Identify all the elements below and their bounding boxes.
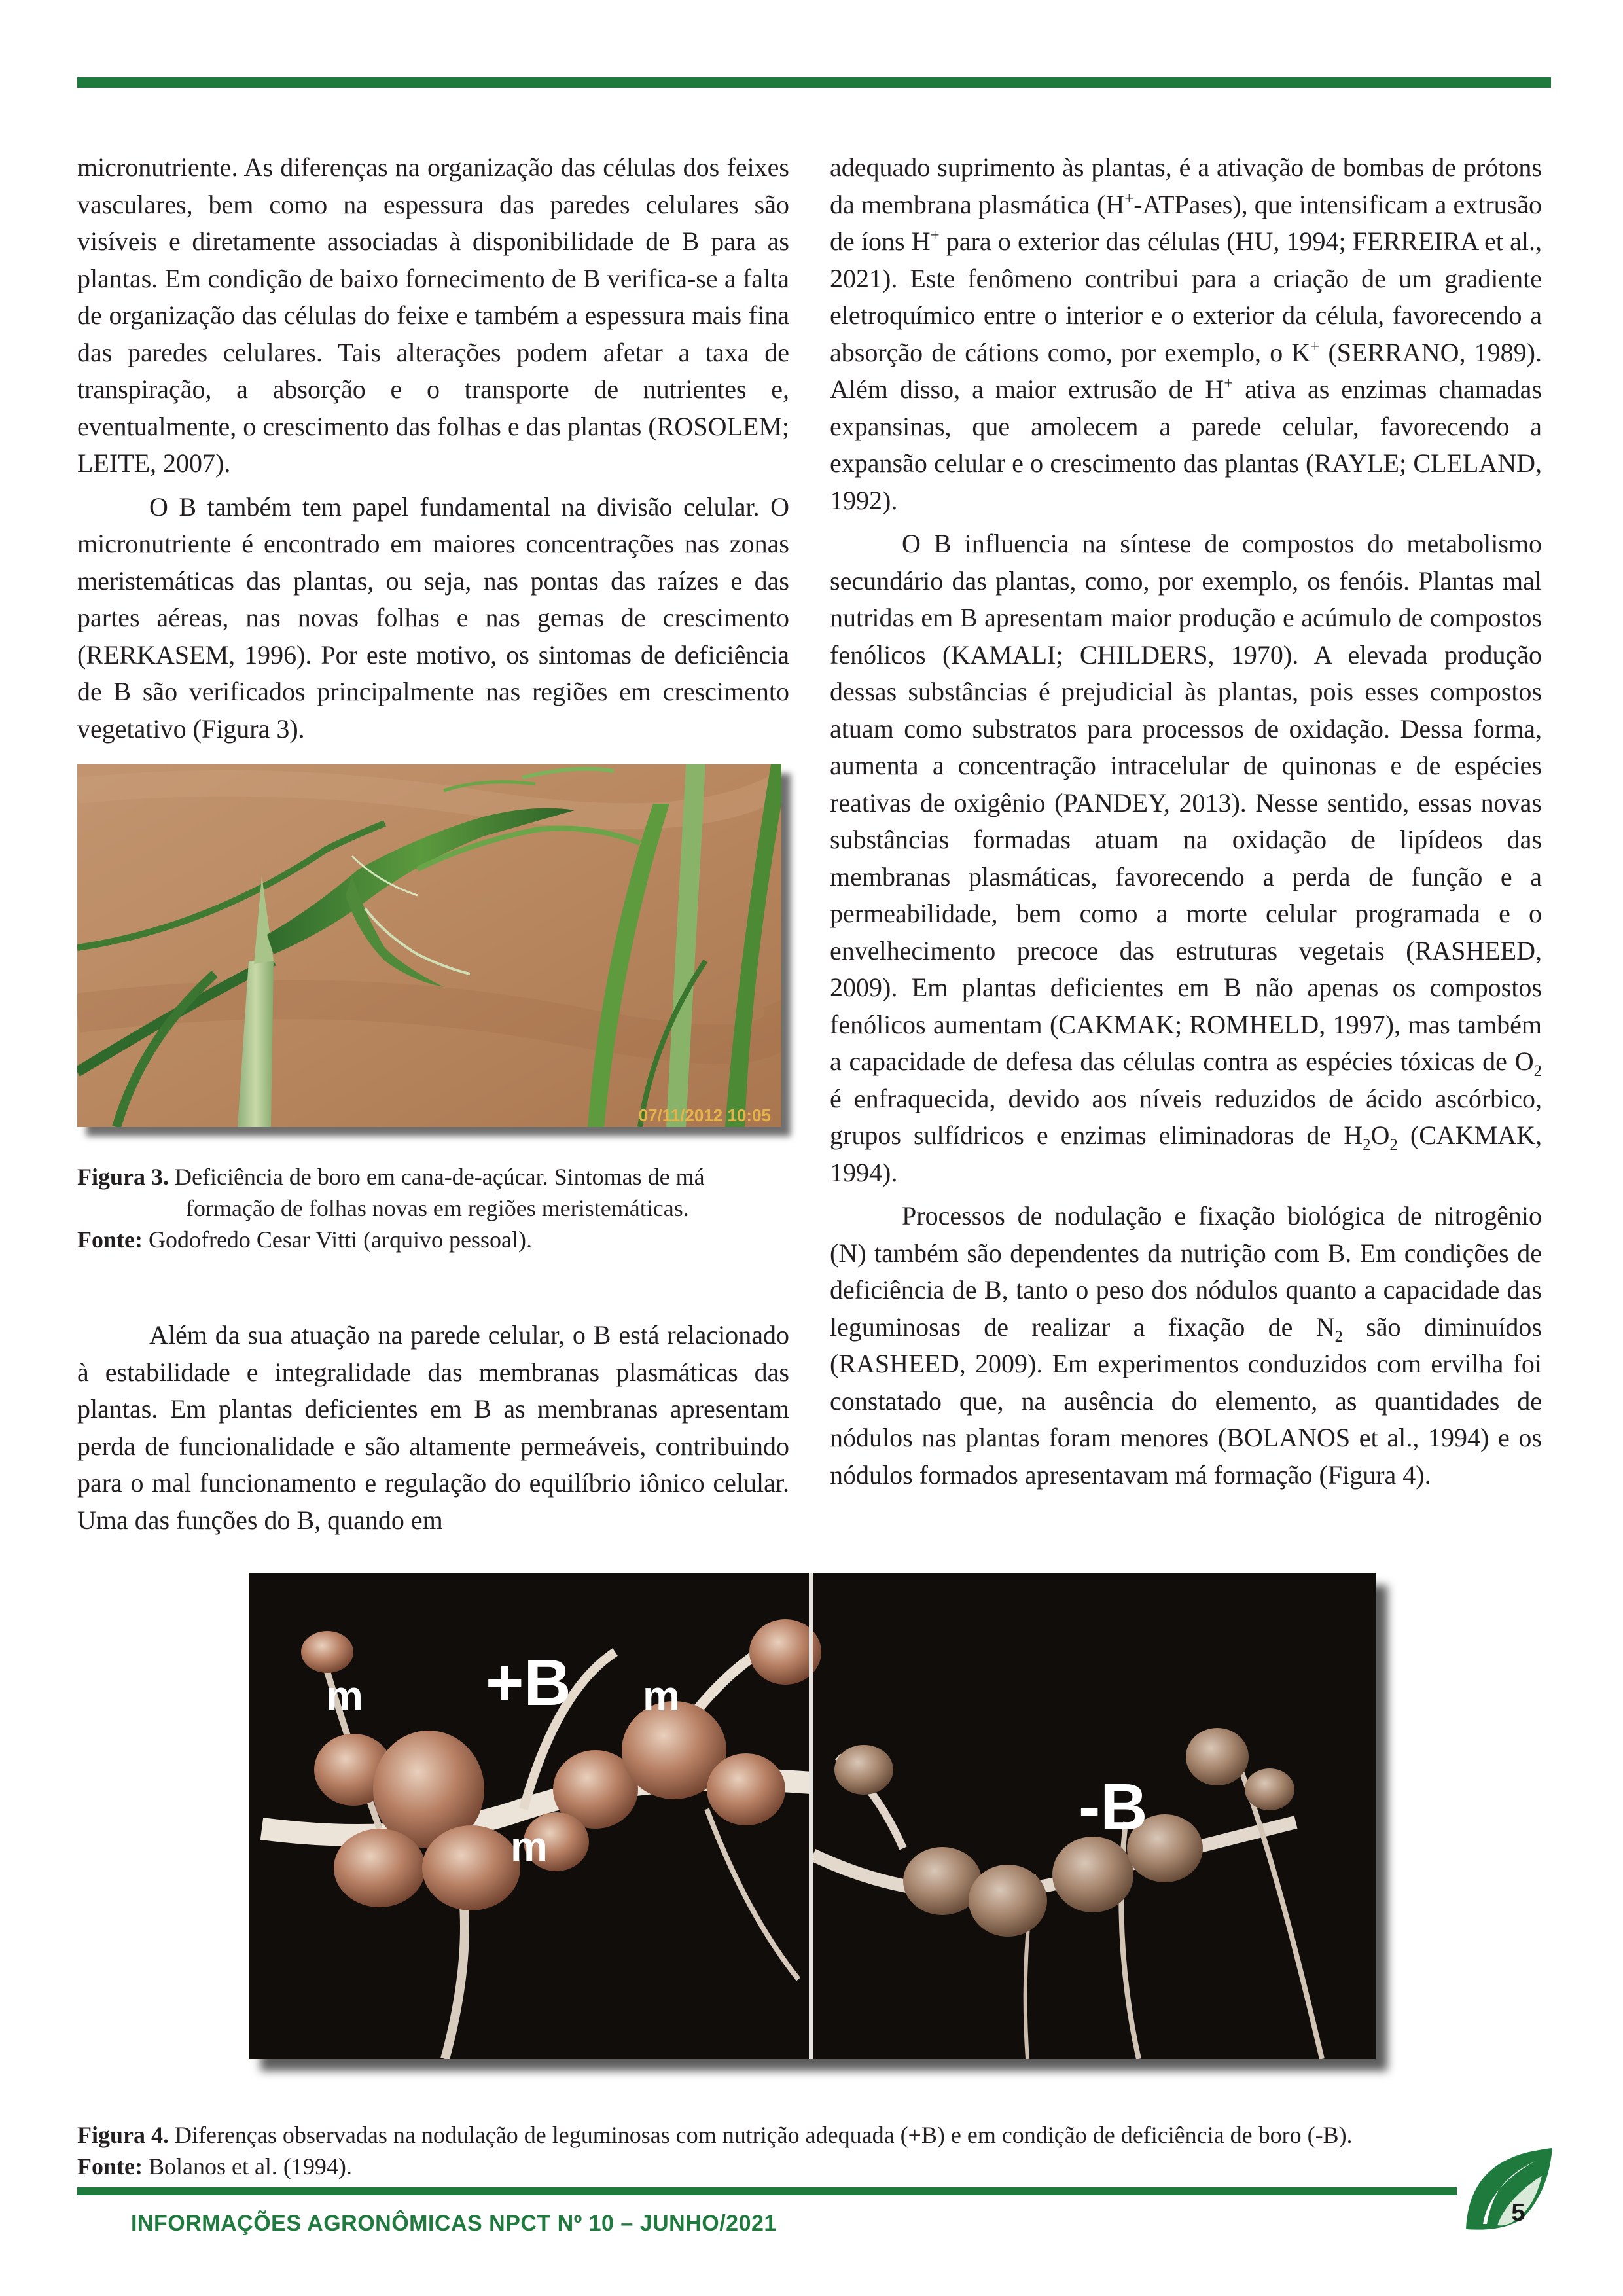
nodule-marker: m (643, 1672, 680, 1719)
nodule-marker: m (326, 1672, 363, 1719)
caption-text-line2: formação de folhas novas em regiões meristemáticas. (186, 1195, 689, 1221)
figure-4-caption (77, 2119, 1556, 2182)
figure-3 (77, 764, 791, 1136)
sugarcane-leaves-illustration (77, 764, 781, 1127)
figure-3-caption (77, 1161, 797, 1255)
source-text: Godofredo Cesar Vitti (arquivo pessoal). (142, 1227, 533, 1253)
header-rule (77, 77, 1551, 88)
source-text: Bolanos et al. (1994). (142, 2153, 352, 2179)
source-label: Fonte: (77, 1227, 143, 1253)
figure-4-photo (249, 1573, 1376, 2059)
paragraph: Além da sua atuação na parede celular, o B está relacionado à estabilidade e integralidade das membranas plasmáticas das plantas. Em plantas deficientes em B as membranas apresentam perda de funcionalidade e são altamente permeáveis, contribuindo para o mal funcionamento e regulação do equilíbrio iônico celular. Uma das funções do B, quando em (77, 1320, 789, 1535)
photo-timestamp: 07/11/2012 10:05 (638, 1105, 771, 1125)
left-column-bottom (77, 1317, 789, 1545)
caption-text: Deficiência de boro em cana-de-açúcar. Sintomas de má (169, 1164, 705, 1190)
caption-label: Figura 4. (77, 2122, 169, 2148)
figure-4 (249, 1573, 1387, 2071)
paragraph: O B também tem papel fundamental na divisão celular. O micronutriente é encontrado em maiores concentrações nas zonas meristemáticas das plantas, ou seja, nas pontas das raízes e das partes aéreas, nas novas folhas e nas gemas de crescimento (RERKASEM, 1996). Por este motivo, os sintomas de deficiência de B são verificados principalmente nas regiões em crescimento vegetativo (Figura 3). (77, 492, 789, 744)
panel-divider (809, 1573, 813, 2059)
figure-3-photo (77, 764, 781, 1127)
caption-text: Diferenças observadas na nodulação de leguminosas com nutrição adequada (+B) e em condição de deficiência de boro (-B). (169, 2122, 1353, 2148)
publication-title: INFORMAÇÕES AGRONÔMICAS NPCT Nº 10 – JUNHO/2021 (131, 2211, 777, 2236)
paragraph: micronutriente. As diferenças na organização das células dos feixes vasculares, bem como na espessura das paredes celulares são visíveis e diretamente associadas à disponibilidade de B para as plantas. Em condição de baixo fornecimento de B verifica-se a falta de organização das células do feixe e também a espessura mais fina das paredes celulares. Tais alterações podem afetar a taxa de transpiração, a absorção e o transporte de nutrientes e, eventualmente, o crescimento das folhas e das plantas (ROSOLEM; LEITE, 2007). (77, 152, 789, 478)
paragraph: adequado suprimento às plantas, é a ativação de bombas de prótons da membrana plasmática (H+-ATPases), que intensificam a extrusão de íons H+ para o exterior das células (HU, 1994; FERREIRA et al., 2021). Este fenômeno contribui para a criação de um gradiente eletroquímico entre o interior e o exterior da célula, favorecendo a absorção de cátions como, por exemplo, o K+ (SERRANO, 1989). Além disso, a maior extrusão de H+ ativa as enzimas chamadas expansinas, que amolecem a parede celular, favorecendo a expansão celular e o crescimento das plantas (RAYLE; CLELAND, 1992). (830, 152, 1543, 515)
left-column-top (77, 149, 789, 754)
label-minus-boron: -B (1079, 1770, 1148, 1844)
paragraph: O B influencia na síntese de compostos do metabolismo secundário das plantas, como, por exemplo, os fenóis. Plantas mal nutridas em B apresentam maior produção e acúmulo de compostos fenólicos (KAMALI; CHILDERS, 1970). A elevada produção dessas substâncias é prejudicial às plantas, pois esses compostos atuam como substratos para processos de oxidação. Dessa forma, aumenta a concentração intracelular de quinonas e de espécies reativas de oxigênio (PANDEY, 2013). Nesse sentido, essas novas substâncias formadas atuam na oxidação de lipídeos das membranas plasmáticas, favorecendo a perda de função e a permeabilidade, bem como a morte celular programada e o envelhecimento precoce das estruturas vegetais (RASHEED, 2009). Em plantas deficientes em B não apenas os compostos fenólicos aumentam (CAKMAK; ROMHELD, 1997), mas também a capacidade de defesa das células contra as espécies tóxicas de $O_2$ é enfraquecida, devido aos níveis reduzidos de ácido ascórbico, grupos sulfídricos e enzimas eliminadoras de $H_2O_2$ (CAKMAK, 1994). (830, 529, 1542, 1187)
source-label: Fonte: (77, 2153, 143, 2179)
paragraph: Processos de nodulação e fixação biológica de nitrogênio (N) também são dependentes da nutrição com B. Em condições de deficiência de B, tanto o peso dos nódulos quanto a capacidade das leguminosas de realizar a fixação de $N_2$ são diminuídos (RASHEED, 2009). Em experimentos conduzidos com ervilha foi constatado que, na ausência do elemento, as quantidades de nódulos nas plantas foram menores (BOLANOS et al., 1994) e os nódulos formados apresentavam má formação (Figura 4). (830, 1201, 1542, 1490)
right-column (830, 149, 1542, 1500)
caption-label: Figura 3. (77, 1164, 169, 1190)
nodule-marker: m (510, 1823, 548, 1870)
footer-rule (77, 2187, 1457, 2195)
label-plus-boron: +B (486, 1646, 571, 1719)
page-number: 5 (1511, 2199, 1525, 2227)
